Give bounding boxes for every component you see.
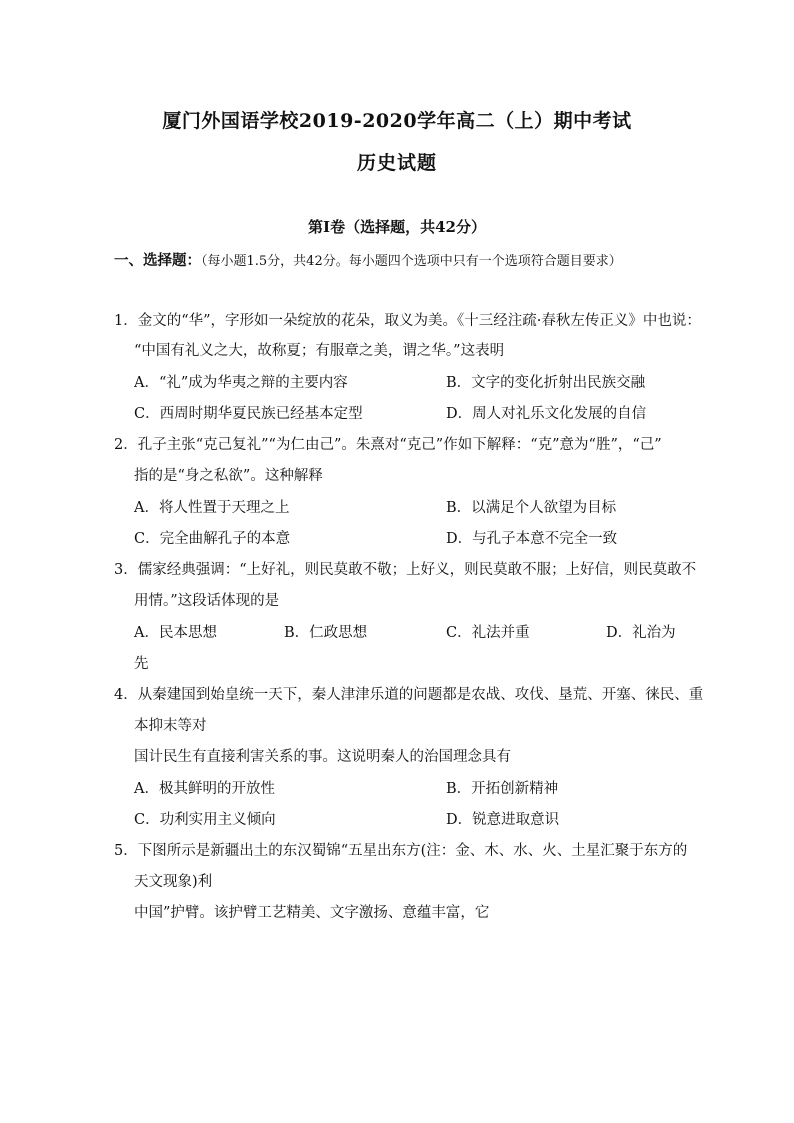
question-2-option-d: D．与孔子本意不完全一致 <box>446 531 618 547</box>
question-3-option-d: D．礼治为 <box>606 625 676 641</box>
question-1-stem-line-2: “中国有礼义之大，故称夏；有服章之美，谓之华。”这表明 <box>134 343 505 359</box>
section-title: 第Ⅰ卷（选择题，共42分） <box>308 218 486 236</box>
question-3-option-b: B．仁政思想 <box>284 625 368 641</box>
question-4-option-a: A．极其鲜明的开放性 <box>134 781 275 797</box>
question-2-option-a: A．将人性置于天理之上 <box>134 500 290 516</box>
instructions <box>114 249 622 270</box>
question-3-stem-line-1: 3．儒家经典强调：“上好礼，则民莫敢不敬；上好义，则民莫敢不服；上好信，则民莫敢不 <box>114 562 697 578</box>
question-1-option-d: D．周人对礼乐文化发展的自信 <box>446 406 647 422</box>
question-2-option-c: C．完全曲解孔子的本意 <box>134 531 291 547</box>
question-3-option-a: A．民本思想 <box>134 625 217 641</box>
instructions-text: （每小题1.5分，共42分。每小题四个选项中只有一个选项符合题目要求） <box>201 254 622 269</box>
question-2-option-b: B．以满足个人欲望为目标 <box>446 500 617 516</box>
question-4-stem-line-1: 4．从秦建国到始皇统一天下，秦人津津乐道的问题都是农战、攻伐、垦荒、开塞、徕民、重 <box>114 687 704 703</box>
question-3-option-c: C．礼法并重 <box>446 625 530 641</box>
question-3-stem-line-2: 用情。”这段话体现的是 <box>134 593 280 609</box>
exam-title: 厦门外国语学校2019-2020学年高二（上）期中考试 <box>162 110 632 132</box>
question-5-stem-line-2: 天文现象)利 <box>134 874 213 890</box>
question-4-option-d: D．锐意进取意识 <box>446 812 560 828</box>
question-1-option-a: A．“礼”成为华夷之辩的主要内容 <box>134 375 348 391</box>
question-4-option-b: B．开拓创新精神 <box>446 781 559 797</box>
question-1-option-b: B．文字的变化折射出民族交融 <box>446 375 646 391</box>
question-1-option-c: C．西周时期华夏民族已经基本定型 <box>134 406 363 422</box>
question-1-stem-line-1: 1．金文的“华”，字形如一朵绽放的花朵，取义为美。《十三经注疏·春秋左传正义》中也说： <box>114 313 701 329</box>
question-3-option-tail: 先 <box>134 656 149 672</box>
question-5-stem-line-1: 5．下图所示是新疆出土的东汉蜀锦“五星出东方(注：金、木、水、火、土星汇聚于东方的 <box>114 843 688 859</box>
exam-subtitle: 历史试题 <box>356 152 437 174</box>
question-2-stem-line-2: 指的是“身之私欲”。这种解释 <box>134 468 323 484</box>
question-4-stem-line-2: 本抑末等对 <box>134 718 207 734</box>
instructions-label: 一、选择题： <box>114 252 201 269</box>
question-4-stem-line-3: 国计民生有直接利害关系的事。这说明秦人的治国理念具有 <box>134 749 511 765</box>
question-2-stem-line-1: 2．孔子主张“克己复礼”“为仁由己”。朱熹对“克己”作如下解释：“克”意为“胜”，“己” <box>114 437 662 453</box>
question-5-stem-line-3: 中国”护臂。该护臂工艺精美、文字激扬、意蕴丰富，它 <box>134 905 490 921</box>
question-4-option-c: C．功利实用主义倾向 <box>134 812 276 828</box>
